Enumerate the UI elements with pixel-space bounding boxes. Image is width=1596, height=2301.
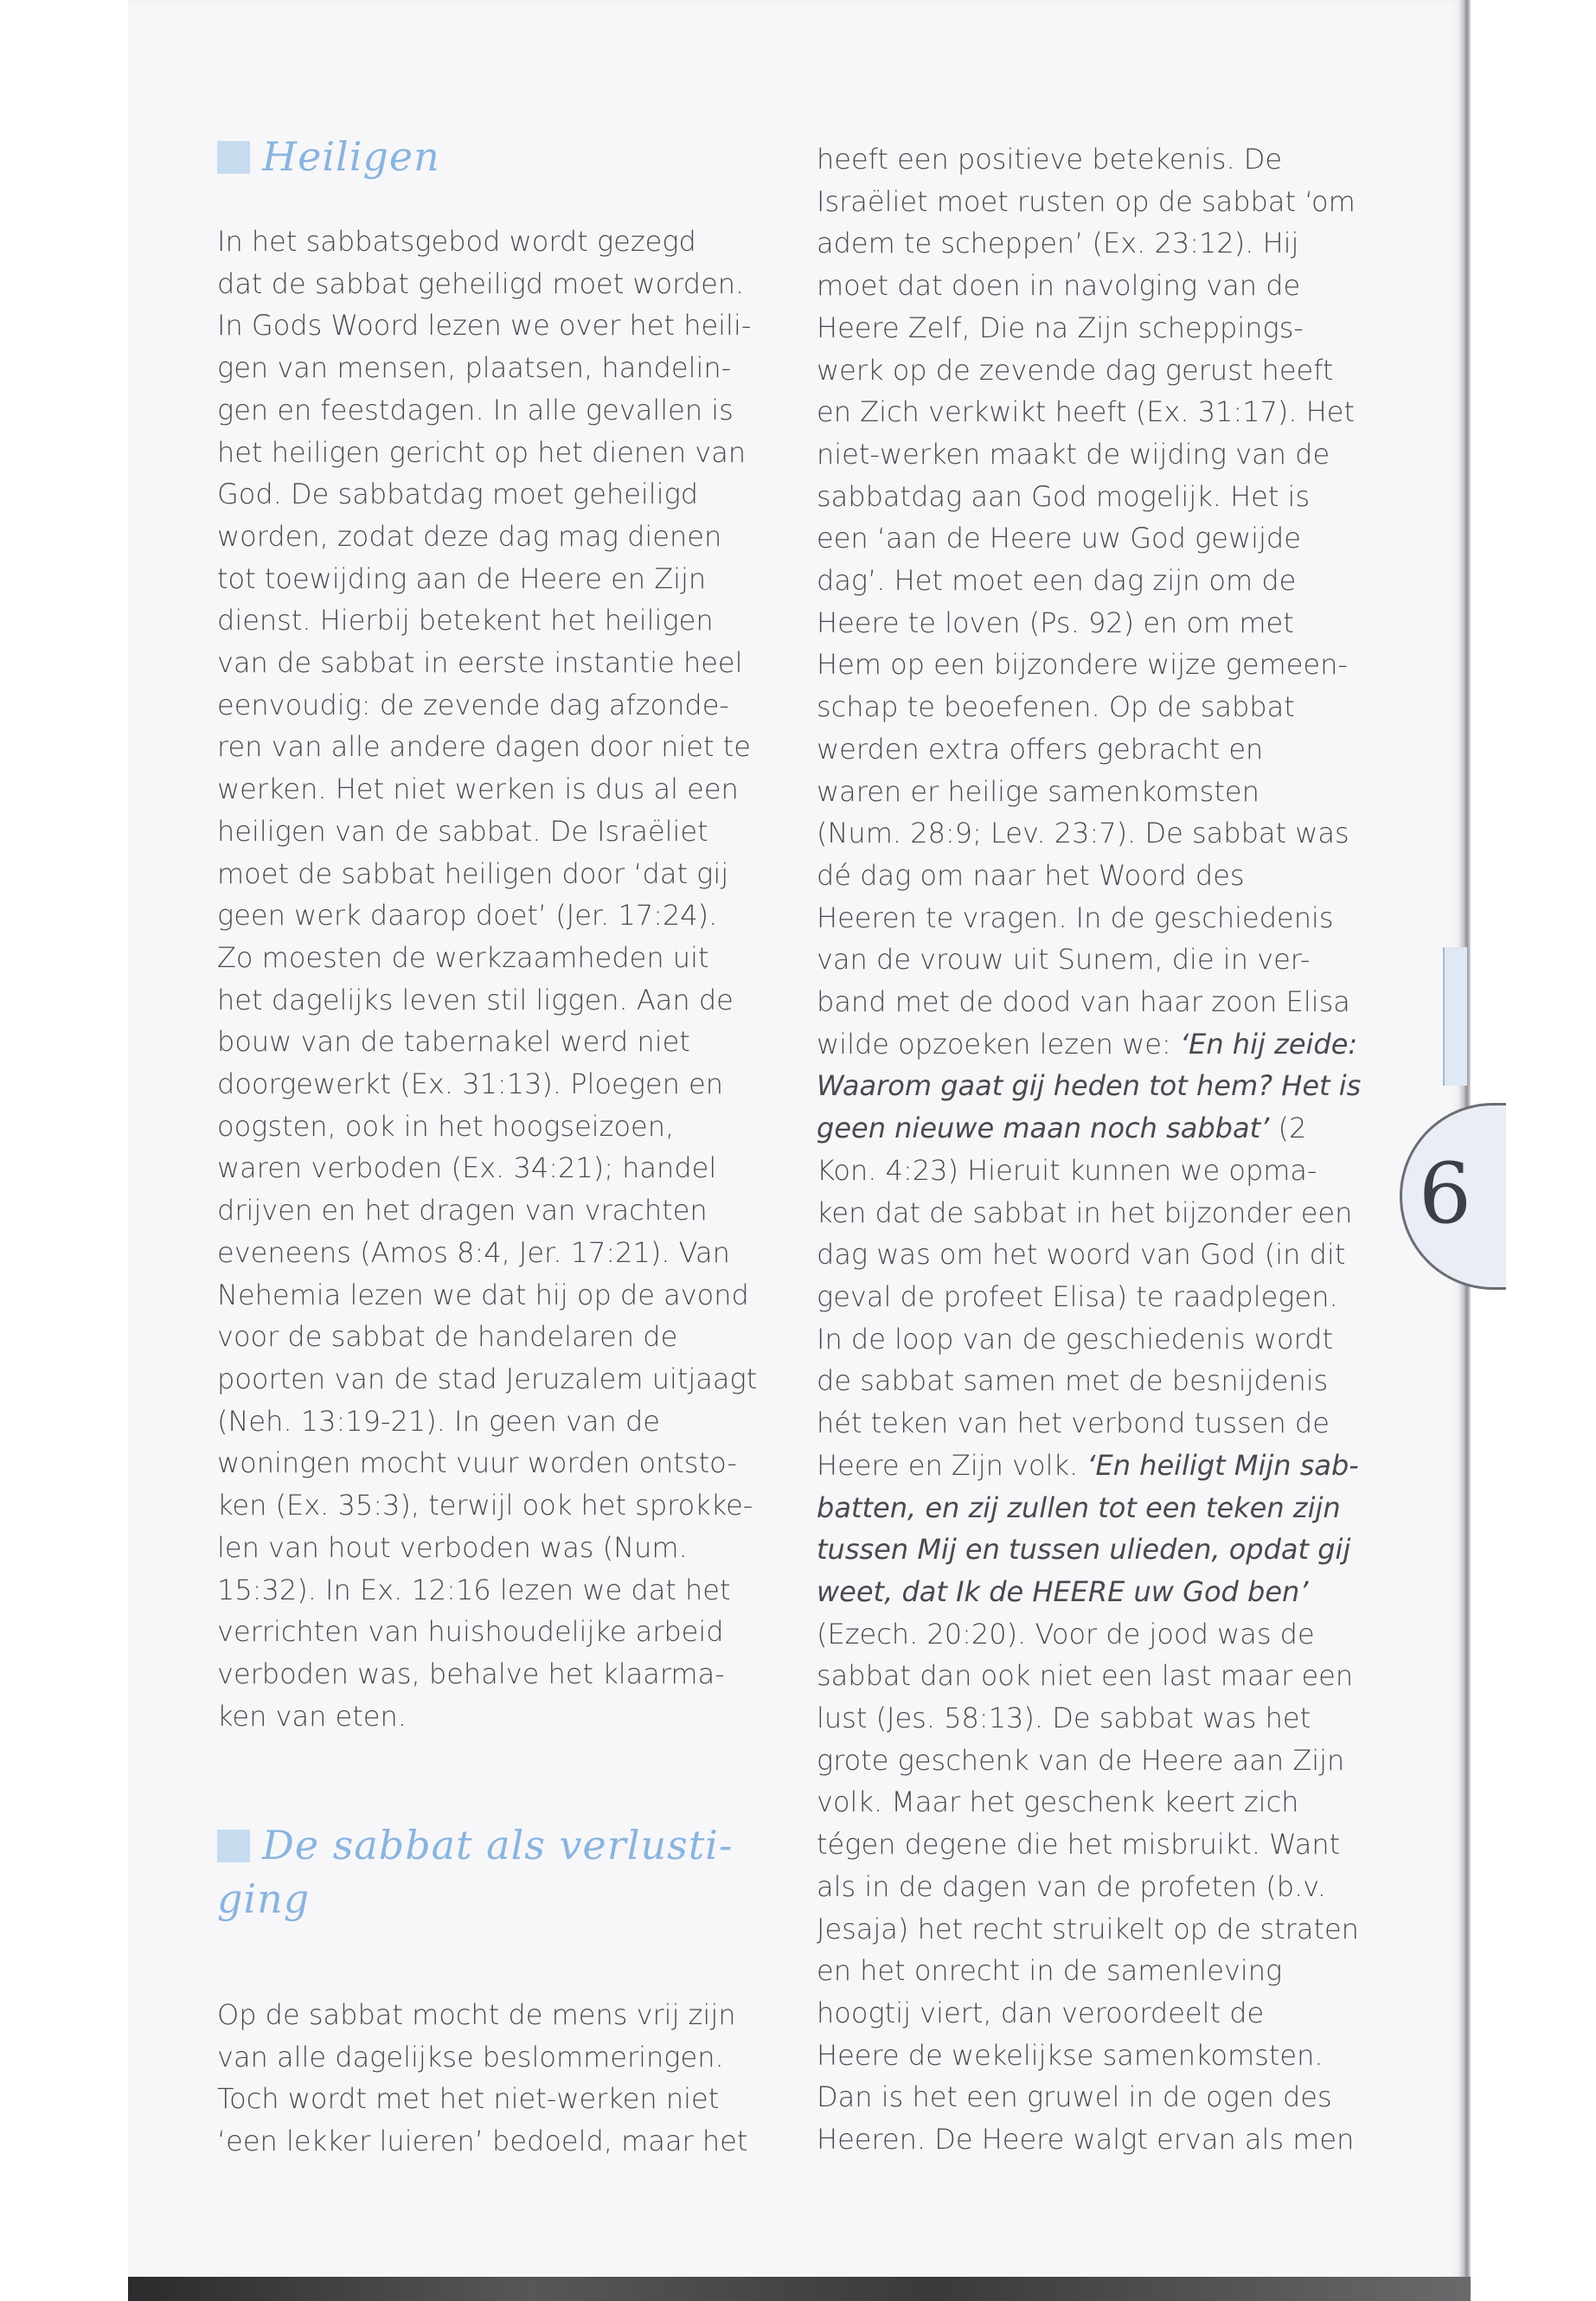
text-line: adem te scheppen’ (Ex. 23:12). Hij: [817, 227, 1299, 260]
text-line: niet-werken maakt de wijding van de: [817, 437, 1330, 471]
text-line: van de sabbat in eerste instantie heel: [217, 646, 743, 680]
text-line: woningen mocht vuur worden ontsto-: [217, 1446, 737, 1480]
section-heading-verlustiging: [217, 1818, 733, 1926]
text-line: Heeren te vragen. In de geschiedenis: [817, 901, 1334, 934]
text-line: waren er heilige samenkomsten: [817, 774, 1259, 808]
text-line: verrichten van huishoudelijke arbeid: [217, 1615, 724, 1649]
text-line: In het sabbatsgebod wordt gezegd: [217, 225, 696, 258]
text-line: Op de sabbat mocht de mens vrij zijn: [217, 1998, 736, 2031]
text-line: poorten van de stad Jeruzalem uitjaagt: [217, 1362, 758, 1395]
section-heading-heiligen: [217, 130, 440, 183]
text-line: heeft een positieve betekenis. De: [817, 143, 1283, 176]
text-line: werden extra offers gebracht en: [817, 732, 1264, 766]
text-line: werk op de zevende dag gerust heeft: [817, 353, 1334, 387]
quote-line: weet, dat Ik de HEERE uw God ben’: [817, 1574, 1309, 1608]
text-line: van de vrouw uit Sunem, die in ver-: [817, 943, 1311, 977]
text-line: Nehemia lezen we dat hij op de avond: [217, 1278, 749, 1311]
text-line: [817, 1023, 1358, 1066]
text-line: werken. Het niet werken is dus al een: [217, 772, 739, 806]
text-line: als in de dagen van de profeten (b.v.: [817, 1869, 1326, 1903]
quote-segment: ‘En heiligt Mijn sab-: [1086, 1448, 1359, 1482]
text-line: verboden was, behalve het klaarma-: [217, 1657, 725, 1690]
text-line: Heere Zelf, Die na Zijn scheppings-: [817, 311, 1304, 344]
text-line: sabbat dan ook niet een last maar een: [817, 1659, 1354, 1693]
quote-line: batten, en zij zullen tot een teken zijn: [817, 1490, 1341, 1524]
heading-text-line1: De sabbat als verlusti-: [262, 1822, 734, 1868]
text-line: gen en feestdagen. In alle gevallen is: [217, 393, 734, 426]
text-line: Heeren. De Heere walgt ervan als men: [817, 2123, 1355, 2157]
text-line: hét teken van het verbond tussen de: [817, 1407, 1330, 1440]
text-line: eenvoudig: de zevende dag afzonde-: [217, 688, 729, 721]
heading-text: Heiligen: [262, 133, 440, 180]
paragraph-verlustiging: [217, 1994, 753, 2163]
text-line: Kon. 4:23) Hieruit kunnen we opma-: [817, 1153, 1317, 1187]
right-column-text: [817, 138, 1362, 2161]
text-line: oogsten, ook in het hoogseizoen,: [217, 1109, 675, 1143]
text-line: dat de sabbat geheiligd moet worden.: [217, 266, 745, 300]
text-line: eveneens (Amos 8:4, Jer. 17:21). Van: [217, 1235, 730, 1269]
text-segment: wilde opzoeken lezen we:: [817, 1027, 1180, 1061]
text-line: Dan is het een gruwel in de ogen des: [817, 2080, 1332, 2114]
bottom-page-strip: [128, 2277, 1471, 2301]
text-line: voor de sabbat de handelaren de: [217, 1320, 678, 1354]
text-line: [817, 1107, 1353, 1150]
text-line: dé dag om naar het Woord des: [817, 858, 1245, 892]
text-line: en het onrecht in de samenleving: [817, 1954, 1283, 1988]
text-line: het heiligen gericht op het dienen van: [217, 435, 747, 469]
text-line: dag’. Het moet een dag zijn om de: [817, 564, 1297, 598]
text-line: Zo moesten de werkzaamheden uit: [217, 940, 709, 974]
text-line: (Num. 28:9; Lev. 23:7). De sabbat was: [817, 817, 1349, 850]
chapter-tab-flap: [1443, 947, 1467, 1086]
text-line: moet de sabbat heiligen door ‘dat gij: [217, 856, 729, 890]
text-line: Jesaja) het recht struikelt op de straten: [817, 1912, 1359, 1945]
text-line: geval de profeet Elisa) te raadplegen.: [817, 1279, 1338, 1313]
heading-square-icon: [217, 1830, 250, 1862]
text-line: God. De sabbatdag moet geheiligd: [217, 478, 699, 511]
text-line: dag was om het woord van God (in dit: [817, 1238, 1346, 1272]
text-line: tot toewijding aan de Heere en Zijn: [217, 561, 707, 595]
heading-text-line2: ging: [217, 1875, 311, 1922]
text-line: sabbatdag aan God mogelijk. Het is: [817, 479, 1311, 513]
text-line: [817, 1445, 1359, 1487]
text-line: ren van alle andere dagen door niet te: [217, 730, 751, 764]
text-line: Heere te loven (Ps. 92) en om met: [817, 606, 1294, 639]
text-line: hoogtij viert, dan veroordeelt de: [817, 1996, 1265, 2029]
text-line: moet dat doen in navolging van de: [817, 269, 1301, 303]
text-line: tégen degene die het misbruikt. Want: [817, 1828, 1341, 1862]
text-line: ken van eten.: [217, 1699, 407, 1733]
text-line: geen werk daarop doet’ (Jer. 17:24).: [217, 899, 718, 933]
text-line: band met de dood van haar zoon Elisa: [817, 985, 1350, 1019]
text-line: In de loop van de geschiedenis wordt: [817, 1322, 1333, 1356]
text-line: ‘een lekker luieren’ bedoeld, maar het: [217, 2125, 748, 2158]
text-segment: (2: [1269, 1112, 1307, 1145]
text-line: 15:32). In Ex. 12:16 lezen we dat het: [217, 1573, 731, 1606]
text-line: doorgewerkt (Ex. 31:13). Ploegen en: [217, 1067, 724, 1101]
quote-line: Waarom gaat gij heden tot hem? Het is: [817, 1069, 1362, 1103]
text-line: (Neh. 13:19-21). In geen van de: [217, 1404, 660, 1438]
text-line: en Zich verkwikt heeft (Ex. 31:17). Het: [817, 395, 1356, 429]
text-line: Israëliet moet rusten op de sabbat ‘om: [817, 184, 1356, 218]
heading-square-icon: [217, 141, 250, 174]
quote-line: tussen Mij en tussen ulieden, opdat gij: [817, 1533, 1351, 1567]
text-line: ken (Ex. 35:3), terwijl ook het sprokke-: [217, 1489, 753, 1522]
text-line: len van hout verboden was (Num.: [217, 1530, 688, 1564]
text-line: (Ezech. 20:20). Voor de jood was de: [817, 1617, 1315, 1650]
text-line: In Gods Woord lezen we over het heili-: [217, 309, 752, 343]
text-line: lust (Jes. 58:13). De sabbat was het: [817, 1702, 1311, 1735]
text-line: Toch wordt met het niet-werken niet: [217, 2082, 720, 2116]
text-line: Hem op een bijzondere wijze gemeen-: [817, 648, 1348, 682]
text-line: heiligen van de sabbat. De Israëliet: [217, 814, 708, 848]
quote-segment: ‘En hij zeide:: [1179, 1027, 1358, 1061]
text-line: de sabbat samen met de besnijdenis: [817, 1364, 1329, 1398]
text-line: dienst. Hierbij betekent het heiligen: [217, 604, 714, 638]
text-line: ken dat de sabbat in het bijzonder een: [817, 1195, 1353, 1229]
text-line: schap te beoefenen. Op de sabbat: [817, 690, 1295, 724]
text-line: gen van mensen, plaatsen, handelin-: [217, 351, 732, 385]
text-line: een ‘aan de Heere uw God gewijde: [817, 522, 1301, 555]
quote-segment: geen nieuwe maan noch sabbat’: [817, 1112, 1270, 1145]
text-line: waren verboden (Ex. 34:21); handel: [217, 1151, 717, 1185]
text-line: het dagelijks leven stil liggen. Aan de: [217, 983, 734, 1016]
text-line: van alle dagelijkse beslommeringen.: [217, 2040, 724, 2073]
text-line: drijven en het dragen van vrachten: [217, 1194, 708, 1227]
text-line: Heere de wekelijkse samenkomsten.: [817, 2038, 1324, 2072]
chapter-number: 6: [1419, 1145, 1472, 1242]
text-line: bouw van de tabernakel werd niet: [217, 1025, 690, 1059]
text-line: worden, zodat deze dag mag dienen: [217, 519, 722, 553]
text-line: grote geschenk van de Heere aan Zijn: [817, 1743, 1345, 1777]
paragraph-heiligen: [217, 221, 758, 1737]
text-segment: Heere en Zijn volk.: [817, 1448, 1087, 1482]
text-line: volk. Maar het geschenk keert zich: [817, 1785, 1299, 1819]
